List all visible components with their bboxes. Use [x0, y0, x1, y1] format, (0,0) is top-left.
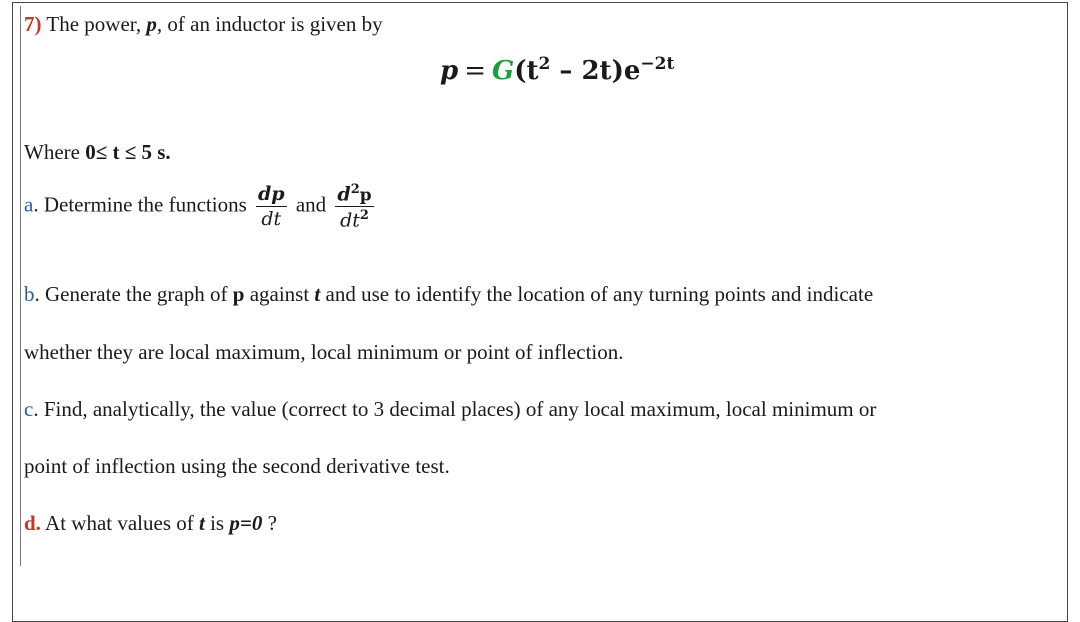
frac2-num-sup: 2	[350, 182, 360, 197]
part-b-letter: b	[24, 282, 35, 306]
part-d	[24, 511, 277, 536]
question-number: 7)	[24, 12, 42, 36]
part-d-t1: At what values of	[40, 511, 199, 535]
part-d-t3: ?	[262, 511, 277, 535]
question-header	[24, 12, 383, 37]
frac1-den: dt	[261, 208, 282, 231]
var-p: p	[146, 12, 157, 36]
part-b-line2: whether they are local maximum, local minimum or point of inflection.	[24, 340, 624, 364]
frac2-num	[335, 182, 373, 207]
frac2-den-dt: dt	[340, 209, 360, 232]
domain-range: 0≤ t ≤ 5 s.	[85, 140, 171, 164]
part-b-t3: and use to identify the location of any turning points and indicate	[320, 282, 874, 306]
part-b-line1	[24, 282, 873, 307]
part-d-t2: is	[204, 511, 230, 535]
margin-rule	[20, 6, 21, 566]
eq-open: (t	[514, 56, 539, 86]
part-d-t: t	[199, 511, 205, 535]
question-intro: The power,	[46, 12, 142, 36]
eq-lhs: p	[440, 56, 459, 86]
eq-equals: =	[464, 56, 486, 86]
part-c-line1	[24, 397, 876, 422]
part-c-line2: point of inflection using the second derivative test.	[24, 454, 450, 478]
part-b-t1: . Generate the graph of	[34, 282, 233, 306]
frac2-num-d: d	[337, 183, 351, 206]
fraction-dp-dt	[256, 183, 287, 230]
part-b-t: t	[314, 282, 321, 306]
part-a	[24, 182, 378, 232]
question-intro-rest: , of an inductor is given by	[156, 12, 383, 36]
part-b-p: p	[232, 282, 245, 306]
part-a-letter: a	[24, 192, 34, 217]
part-b-t2: against	[244, 282, 315, 306]
domain-label: Where	[24, 140, 86, 164]
part-c-t1: . Find, analytically, the value (correct to 3 decimal places) of any local maximum, local minimum or	[33, 397, 877, 421]
part-a-and: and	[295, 192, 327, 217]
eq-square: 2	[538, 54, 551, 74]
frac2-den	[335, 207, 373, 231]
frac2-num-p: p	[359, 185, 372, 206]
power-equation	[440, 54, 674, 86]
frac2-den-sup: 2	[359, 208, 369, 224]
part-a-text: . Determine the functions	[33, 192, 247, 217]
fraction-d2p-dt2	[335, 182, 373, 232]
eq-G: G	[491, 56, 515, 86]
frac1-num: dp	[258, 183, 285, 206]
eq-exponent: −2t	[640, 54, 675, 74]
part-d-cond: p=0	[229, 511, 263, 535]
domain-line	[24, 140, 171, 165]
eq-mid: – 2t)e	[550, 56, 641, 86]
part-c-letter: c	[24, 397, 34, 421]
part-d-letter: d.	[24, 511, 41, 535]
